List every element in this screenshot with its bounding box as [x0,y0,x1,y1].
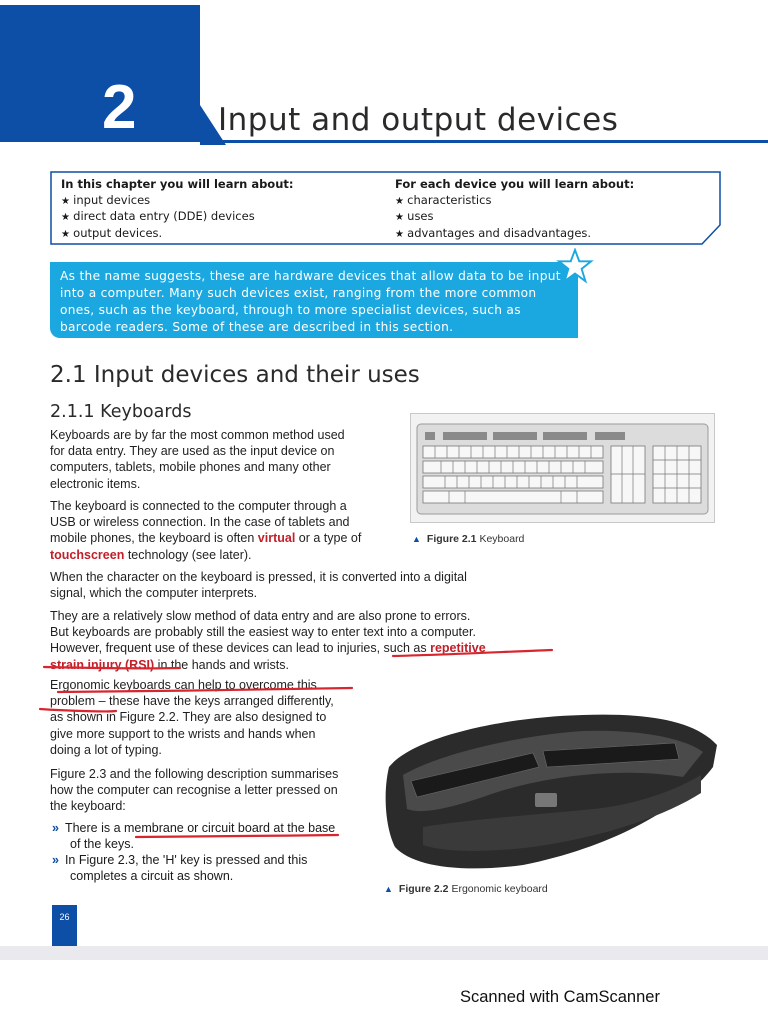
text-line: signal, which the computer interprets. [50,586,258,601]
bullet-item [52,820,335,852]
text-line: doing a lot of typing. [50,742,162,757]
text-line [52,820,335,836]
objectives-right-heading: For each device you will learn about: [395,177,635,191]
objective-item: ★ uses [395,209,634,226]
ergonomic-keyboard-image [383,697,720,872]
intro-line: As the name suggests, these are hardware devices that allow data to be input [60,269,561,283]
intro-line: barcode readers. Some of these are described in this section. [60,320,454,334]
chapter-title: Input and output devices [218,102,619,138]
keyword-rsi: strain injury (RSI) [50,657,155,672]
triangle-icon: ▲ [384,884,393,894]
text-line [50,657,486,673]
title-rule [200,140,768,143]
intro-line: ones, such as the keyboard, through to more specialist devices, such as [60,303,521,317]
text-line: problem – these have the keys arranged differently, [50,694,334,709]
text-line: Ergonomic keyboards can help to overcome this [50,678,317,692]
bullet-item [52,852,307,884]
chevron-bullet-icon: » [52,821,59,835]
objective-item: ★ characteristics [395,193,634,210]
objectives-left [61,177,294,242]
text-line: the keyboard: [50,799,126,814]
keyboard-figure [410,413,715,523]
chevron-bullet-icon: » [52,853,59,867]
objective-item: ★ advantages and disadvantages. [395,226,634,243]
keyboard-image [411,414,714,522]
objectives-right [395,177,634,242]
text-span: technology (see later). [124,547,252,562]
page-number: 26 [52,905,77,951]
text-line: of the keys. [70,837,134,852]
text-line: When the character on the keyboard is pressed, it is converted into a digital [50,570,467,584]
text-line: for data entry. They are used as the input device on [50,444,335,459]
text-span: or a type of [295,531,362,546]
keyword-touchscreen: touchscreen [50,547,125,562]
text-line: give more support to the wrists and hands when [50,726,316,741]
paragraph-6 [50,766,338,815]
text-span: In Figure 2.3, the 'H' key is pressed and this [64,853,308,867]
text-line: The keyboard is connected to the computer through a [50,499,347,513]
text-line [50,640,486,656]
intro-callout [50,262,578,338]
figure-label: Figure 2.2 [398,883,449,895]
paragraph-4 [50,608,486,673]
figure-caption-text: Keyboard [479,533,525,545]
text-span: in the hands and wrists. [154,657,289,672]
chapter-number-block [0,5,200,142]
text-span: mobile phones, the keyboard is often [50,531,258,546]
triangle-icon: ▲ [412,534,421,544]
chapter-number: 2 [102,73,137,142]
objectives-left-heading: In this chapter you will learn about: [61,177,294,191]
text-line: completes a circuit as shown. [70,869,234,884]
intro-line: into a computer. Many such devices exist, ranging from the more common [60,286,537,300]
paragraph-5 [50,677,334,758]
text-span: There is a membrane or circuit board at the base [64,821,336,835]
text-line: Figure 2.3 and the following description summarises [50,767,339,781]
figure-2-1-caption [412,533,524,545]
text-line: how the computer can recognise a letter pressed on [50,783,338,798]
bottom-band [0,946,768,960]
text-line [50,547,361,563]
paragraph-1 [50,427,345,492]
objective-item: ★ output devices. [61,226,294,243]
learning-objectives-box [50,171,720,243]
text-line: They are a relatively slow method of data entry and are also prone to errors. [50,609,471,623]
text-line: electronic items. [50,476,141,491]
figure-2-2-caption [384,883,548,895]
figure-label: Figure 2.1 [426,533,477,545]
text-line: USB or wireless connection. In the case of tablets and [50,515,350,530]
text-span: However, frequent use of these devices can lead to injuries, such as [50,641,431,656]
paragraph-3 [50,569,467,601]
objective-item: ★ direct data entry (DDE) devices [61,209,294,226]
paragraph-2 [50,498,361,563]
text-line: But keyboards are probably still the easiest way to enter text into a computer. [50,625,476,640]
text-line: as shown in Figure 2.2. They are also designed to [50,710,327,725]
text-line [52,852,307,868]
text-line: computers, tablets, mobile phones and many other [50,460,331,475]
keyword-repetitive: repetitive [430,641,486,656]
scanner-watermark: Scanned with CamScanner [460,988,660,1006]
keyword-virtual: virtual [257,531,296,546]
star-icon [556,248,594,284]
subsection-heading: 2.1.1 Keyboards [50,402,192,422]
figure-caption-text: Ergonomic keyboard [451,883,548,895]
text-line: Keyboards are by far the most common method used [50,428,345,442]
objective-item: ★ input devices [61,193,294,210]
section-heading: 2.1 Input devices and their uses [50,362,420,388]
text-line [50,530,361,546]
